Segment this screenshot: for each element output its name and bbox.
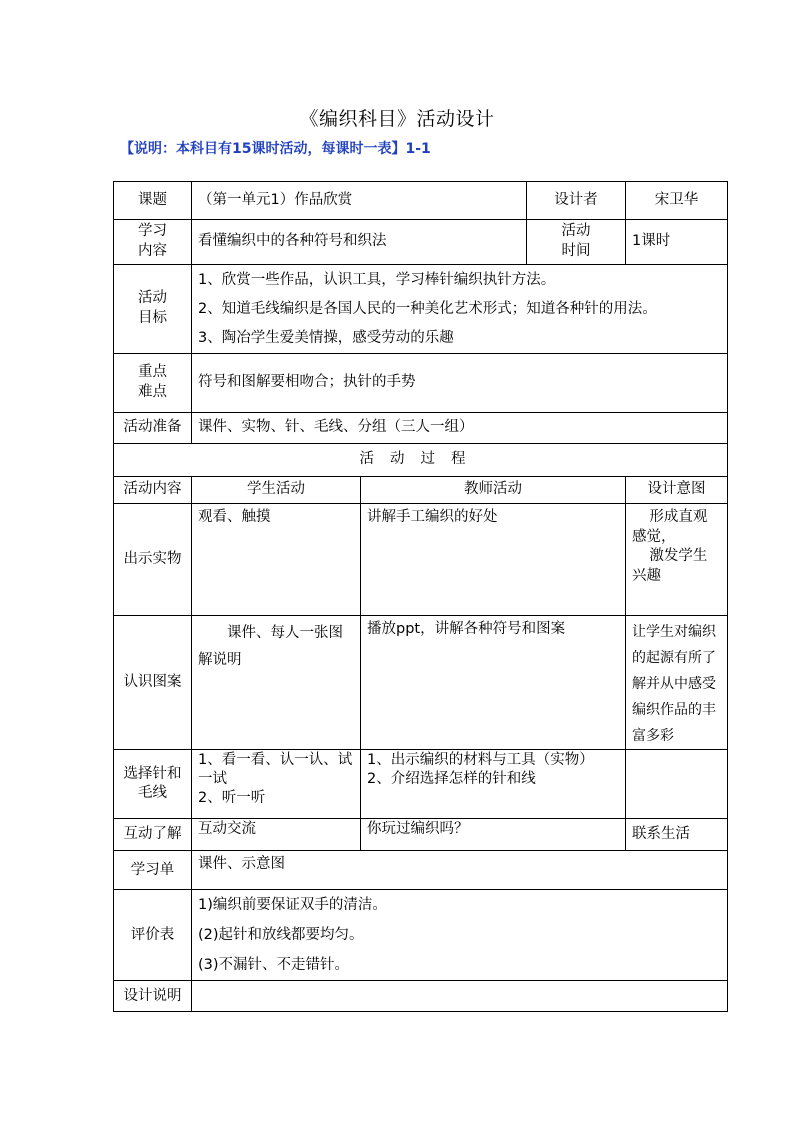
design-note-label: 设计说明 [114, 981, 192, 1012]
table-row [114, 750, 728, 819]
activity-label: 互动了解 [114, 819, 192, 851]
student-activity: 互动交流 [192, 819, 361, 851]
designer-label: 设计者 [527, 182, 626, 220]
page-title: 《编织科目》活动设计 [299, 108, 495, 130]
goal-item: 3、陶冶学生爱美情操，感受劳动的乐趣 [198, 329, 454, 346]
time-label: 活动 时间 [527, 220, 626, 265]
column-header: 教师活动 [361, 477, 626, 504]
teacher-activity: 播放ppt，讲解各种符号和图案 [361, 616, 626, 750]
worksheet-value: 课件、示意图 [192, 851, 728, 890]
activity-label: 出示实物 [114, 504, 192, 616]
worksheet-label: 学习单 [114, 851, 192, 890]
goal-item: 2、知道毛线编织是各国人民的一种美化艺术形式；知道各种针的用法。 [198, 300, 657, 317]
design-intent [626, 750, 728, 819]
keypoints-label: 重点 难点 [114, 354, 192, 413]
goals-row [114, 265, 728, 354]
goal-item: 1、欣赏一些作品，认识工具，学习棒针编织执针方法。 [198, 271, 556, 288]
evaluation-item: (2)起针和放线都要均匀。 [198, 927, 364, 944]
keypoints-row [114, 354, 728, 413]
design-note-value [192, 981, 728, 1012]
student-activity: 1、看一看、认一认、试一试 2、听一听 [192, 750, 361, 819]
worksheet-row [114, 851, 728, 890]
process-title-row [114, 444, 728, 477]
evaluation-row [114, 890, 728, 981]
keypoints-value: 符号和图解要相吻合；执针的手势 [192, 354, 728, 413]
process-title: 活动过程 [114, 444, 728, 477]
design-note-row [114, 981, 728, 1012]
teacher-activity: 讲解手工编织的好处 [361, 504, 626, 616]
topic-value: （第一单元1）作品欣赏 [192, 182, 527, 220]
teacher-activity: 你玩过编织吗？ [361, 819, 626, 851]
goals-list [192, 265, 728, 354]
student-activity: 课件、每人一张图解说明 [192, 616, 361, 750]
columns-header-row [114, 477, 728, 504]
subject-note: 【说明：本科目有15课时活动，每课时一表】1-1 [120, 141, 431, 157]
time-value: 1课时 [626, 220, 728, 265]
table-row [114, 504, 728, 616]
design-intent: 联系生活 [626, 819, 728, 851]
goals-label: 活动 目标 [114, 265, 192, 354]
design-intent: 让学生对编织的起源有所了解并从中感受编织作品的丰富多彩 [626, 616, 728, 750]
activity-label: 选择针和 毛线 [114, 750, 192, 819]
column-header: 设计意图 [626, 477, 728, 504]
designer-value: 宋卫华 [626, 182, 728, 220]
evaluation-list [192, 890, 728, 981]
teacher-activity: 1、出示编织的材料与工具（实物） 2、介绍选择怎样的针和线 [361, 750, 626, 819]
prep-row [114, 413, 728, 444]
prep-label: 活动准备 [114, 413, 192, 444]
table-row [114, 616, 728, 750]
content-label: 学习 内容 [114, 220, 192, 265]
content-row [114, 220, 728, 265]
design-intent: 形成直观感觉， 激发学生兴趣 [626, 504, 728, 616]
topic-label: 课题 [114, 182, 192, 220]
student-activity: 观看、触摸 [192, 504, 361, 616]
activity-label: 认识图案 [114, 616, 192, 750]
evaluation-item: (3)不漏针、不走错针。 [198, 957, 350, 974]
column-header: 活动内容 [114, 477, 192, 504]
content-value: 看懂编织中的各种符号和织法 [192, 220, 527, 265]
evaluation-item: 1)编织前要保证双手的清洁。 [198, 897, 387, 914]
column-header: 学生活动 [192, 477, 361, 504]
evaluation-label: 评价表 [114, 890, 192, 981]
table-row [114, 819, 728, 851]
topic-row [114, 182, 728, 220]
activity-design-table [113, 181, 728, 1012]
prep-value: 课件、实物、针、毛线、分组（三人一组） [192, 413, 728, 444]
